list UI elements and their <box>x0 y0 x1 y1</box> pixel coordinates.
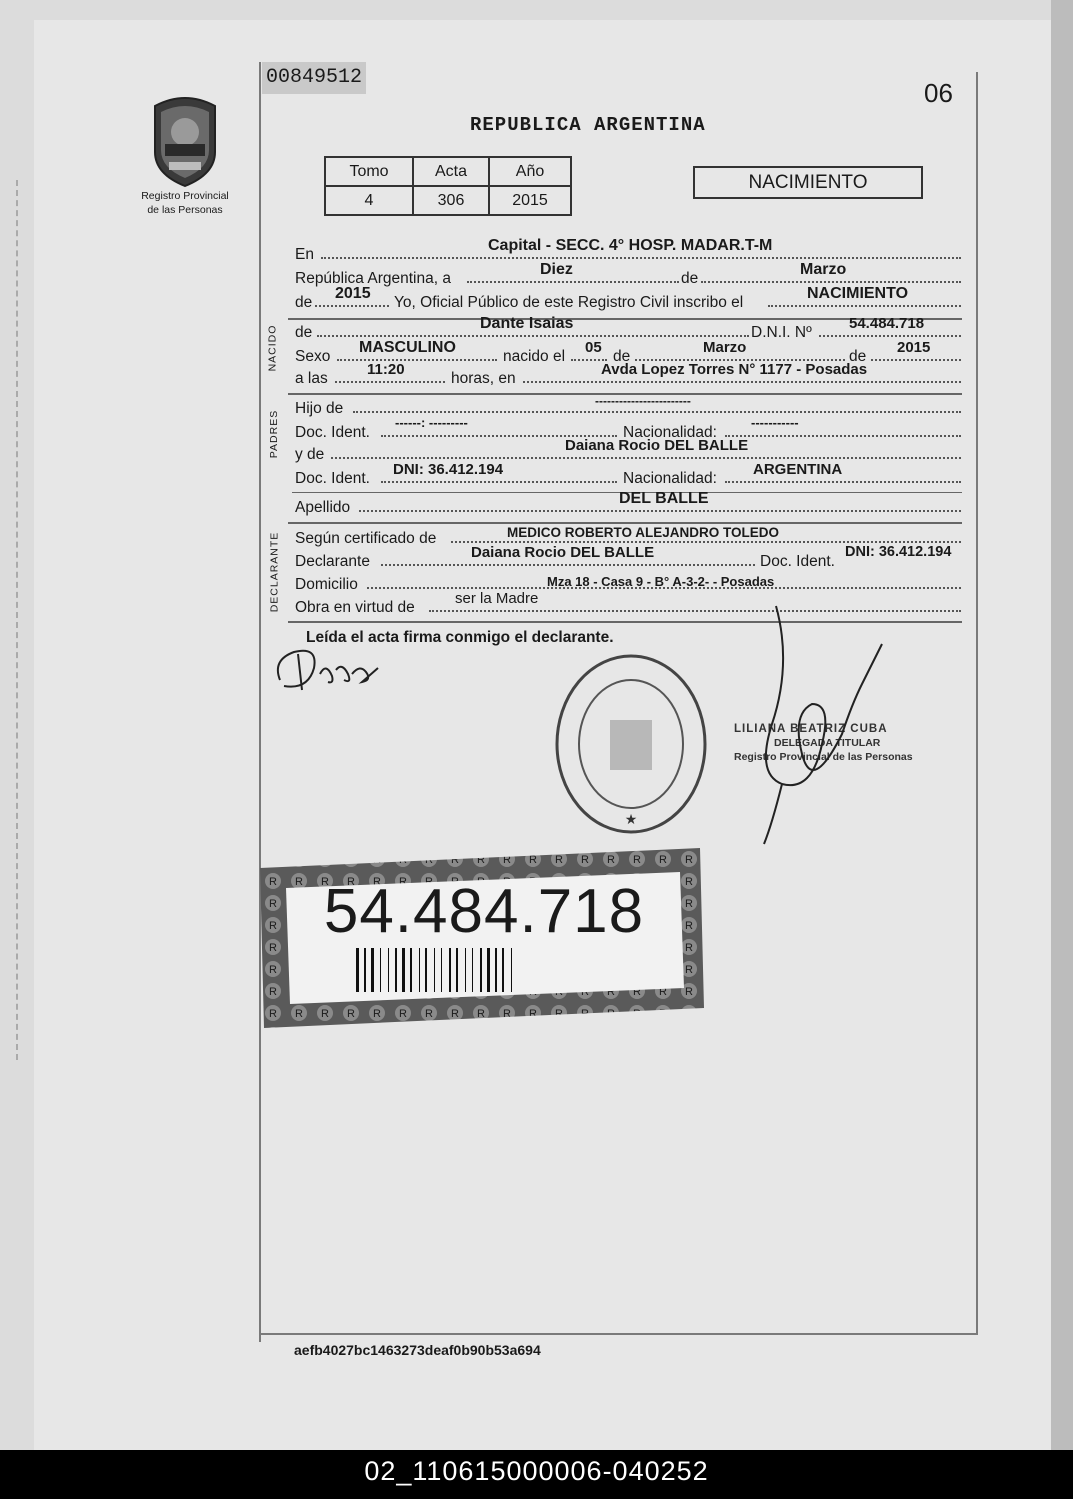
reason-value: ser la Madre <box>455 590 539 607</box>
barcode-bar <box>468 948 470 992</box>
father-nat-label: Nacionalidad: <box>623 424 717 441</box>
year-de-label: de <box>295 294 313 311</box>
mother-label: y de <box>295 446 325 463</box>
logo-caption-2: de las Personas <box>147 204 223 216</box>
declarant-name: Daiana Rocio DEL BALLE <box>471 544 655 561</box>
official-title: DELEGADA TITULAR <box>774 737 881 749</box>
section-label-padres: PADRES <box>268 409 281 459</box>
barcode-bar <box>410 948 412 992</box>
barcode-bar <box>495 948 497 992</box>
barcode-bar <box>449 948 451 992</box>
dotted-line <box>337 359 497 361</box>
father-doc-label: Doc. Ident. <box>295 424 370 441</box>
value-tomo: 4 <box>325 186 413 215</box>
dotted-line <box>451 541 961 543</box>
place-row <box>295 237 962 266</box>
dotted-line <box>467 281 679 283</box>
father-doc: ------: --------- <box>395 415 468 430</box>
born-de-label: de <box>613 348 631 365</box>
section-label-nacido: NACIDO <box>266 324 279 372</box>
statement-act: NACIMIENTO <box>807 285 909 302</box>
barcode-bar <box>422 948 423 992</box>
declarant-row <box>295 544 962 573</box>
logo-caption-1: Registro Provincial <box>141 190 229 202</box>
statement-row <box>295 285 962 314</box>
barcode-bar <box>361 948 362 992</box>
header-ano: Año <box>489 157 571 186</box>
declarant-doc-label: Doc. Ident. <box>760 553 835 570</box>
right-margin-line <box>976 72 978 1334</box>
dotted-line <box>381 481 617 483</box>
barcode-bar <box>499 948 500 992</box>
declarant-doc: DNI: 36.412.194 <box>845 544 952 560</box>
header-tomo: Tomo <box>325 157 413 186</box>
header-acta: Acta <box>413 157 489 186</box>
dotted-line <box>819 335 961 337</box>
place-label: En <box>295 246 314 263</box>
born-label: nacido el <box>503 348 566 365</box>
dotted-line <box>315 305 389 307</box>
date-day: Diez <box>540 261 573 278</box>
sex-label: Sexo <box>295 348 331 365</box>
shield-emblem-icon <box>147 92 223 188</box>
barcode-bar <box>441 948 442 992</box>
mother-nat: ARGENTINA <box>753 461 843 478</box>
barcode-bar <box>376 948 378 992</box>
mother-doc-label: Doc. Ident. <box>295 470 370 487</box>
registry-table <box>324 156 572 216</box>
barcode-bar <box>383 948 386 992</box>
mother-name: Daiana Rocio DEL BALLE <box>565 437 749 454</box>
barcode-bar <box>425 948 427 992</box>
barcode-bar <box>453 948 454 992</box>
statement-text: Yo, Oficial Público de este Registro Civil inscribo el <box>394 294 744 311</box>
child-dni: 54.484.718 <box>849 315 925 332</box>
born-de2-label: de <box>849 348 867 365</box>
section-label-declarante: DECLARANTE <box>268 531 281 613</box>
barcode-bar <box>492 948 493 992</box>
page-number: 06 <box>924 78 953 108</box>
dotted-line <box>701 281 961 283</box>
country-title: REPUBLICA ARGENTINA <box>470 114 706 136</box>
barcode-bar <box>434 948 435 992</box>
value-ano: 2015 <box>489 186 571 215</box>
official-office: Registro Provincial de las Personas <box>734 751 913 763</box>
domicile-row <box>295 576 962 596</box>
dotted-line <box>353 411 961 413</box>
surname-row <box>295 490 962 519</box>
father-name: ------------------------ <box>595 394 691 408</box>
barcode-bar <box>456 948 458 992</box>
dotted-line <box>871 359 961 361</box>
registry-logo <box>132 92 238 218</box>
dotted-line <box>523 381 961 383</box>
barcode-bar <box>444 948 447 992</box>
serial-number: 00849512 <box>262 62 366 94</box>
barcode-bar <box>371 948 374 992</box>
father-nat: ----------- <box>751 415 799 430</box>
svg-text:★: ★ <box>624 811 638 827</box>
barcode-bar <box>502 948 504 992</box>
barcode-bar <box>364 948 366 992</box>
dni-label-sticker <box>260 848 704 1028</box>
barcode-bar <box>465 948 466 992</box>
surname-value: DEL BALLE <box>619 490 709 507</box>
time-label: a las <box>295 370 328 387</box>
surname-label: Apellido <box>295 499 351 516</box>
barcode-bar <box>480 948 482 992</box>
dotted-line <box>331 457 961 459</box>
born-day: 05 <box>585 339 602 356</box>
left-margin-line <box>259 62 261 1342</box>
official-seal-stamp <box>552 648 710 844</box>
barcode-bar <box>487 948 490 992</box>
barcode-bar <box>402 948 405 992</box>
dotted-line <box>381 564 755 566</box>
mother-doc: DNI: 36.412.194 <box>393 461 504 478</box>
date-de-label: de <box>681 270 699 287</box>
value-acta: 306 <box>413 186 489 215</box>
barcode-bar <box>388 948 389 992</box>
domicile-label: Domicilio <box>295 576 358 593</box>
birth-place: Avda Lopez Torres N° 1177 - Posadas <box>601 361 868 378</box>
barcode-bar <box>368 948 369 992</box>
dotted-line <box>359 510 961 512</box>
mother-doc-row <box>295 461 962 490</box>
bottom-rule <box>259 1333 978 1335</box>
act-type-box: NACIMIENTO <box>693 166 923 199</box>
binding-line <box>16 180 24 1060</box>
barcode-bar <box>399 948 400 992</box>
dotted-line <box>317 335 749 337</box>
barcode-bar <box>395 948 397 992</box>
born-month: Marzo <box>703 339 747 356</box>
barcode-bar <box>419 948 420 992</box>
child-de-label: de <box>295 324 313 341</box>
dni-number: 54.484.718 <box>323 877 645 946</box>
dotted-line <box>321 257 961 259</box>
date-year: 2015 <box>335 285 371 302</box>
barcode-bar <box>484 948 485 992</box>
time-suffix: horas, en <box>451 370 516 387</box>
official-name: LILIANA BEATRIZ CUBA <box>734 723 888 735</box>
footer-id-bar: 02_110615000006-040252 <box>0 1450 1073 1499</box>
barcode-bar <box>475 948 478 992</box>
barcode-bar <box>472 948 473 992</box>
reason-label: Obra en virtud de <box>295 599 415 616</box>
child-name: Dante Isaias <box>480 315 574 332</box>
dotted-line <box>725 481 961 483</box>
dotted-line <box>768 305 961 307</box>
time-place-row <box>295 361 962 390</box>
barcode-bar <box>391 948 393 992</box>
barcode <box>356 948 620 992</box>
barcode-bar <box>356 948 359 992</box>
birth-time: 11:20 <box>367 361 405 378</box>
cert-label: Según certificado de <box>295 530 437 547</box>
barcode-bar <box>514 948 516 992</box>
date-month: Marzo <box>800 261 847 278</box>
barcode-bar <box>407 948 408 992</box>
mother-nat-label: Nacionalidad: <box>623 470 717 487</box>
barcode-bar <box>511 948 512 992</box>
dni-label: D.N.I. Nº <box>751 324 812 341</box>
barcode-bar <box>429 948 432 992</box>
closing-statement: Leída el acta firma conmigo el declarante. <box>306 629 614 646</box>
document-hash: aefb4027bc1463273deaf0b90b53a694 <box>294 1342 541 1358</box>
dotted-line <box>725 435 961 437</box>
official-signature <box>752 604 892 854</box>
date-label: República Argentina, a <box>295 270 451 287</box>
child-sex: MASCULINO <box>359 339 456 356</box>
barcode-bar <box>414 948 417 992</box>
declarant-label: Declarante <box>295 553 370 570</box>
barcode-bar <box>506 948 509 992</box>
page-edge <box>1051 0 1073 1450</box>
section-separator <box>288 522 962 524</box>
barcode-bar <box>380 948 381 992</box>
dotted-line <box>335 381 445 383</box>
barcode-bar <box>437 948 439 992</box>
declarant-signature <box>268 640 388 700</box>
domicile-value: Mza 18 - Casa 9 - B° A-3-2- - Posadas <box>547 574 775 589</box>
barcode-bar <box>460 948 463 992</box>
father-label: Hijo de <box>295 400 344 417</box>
place-value: Capital - SECC. 4° HOSP. MADAR.T-M <box>488 237 773 254</box>
cert-value: MEDICO ROBERTO ALEJANDRO TOLEDO <box>507 525 780 540</box>
born-year: 2015 <box>897 339 931 356</box>
